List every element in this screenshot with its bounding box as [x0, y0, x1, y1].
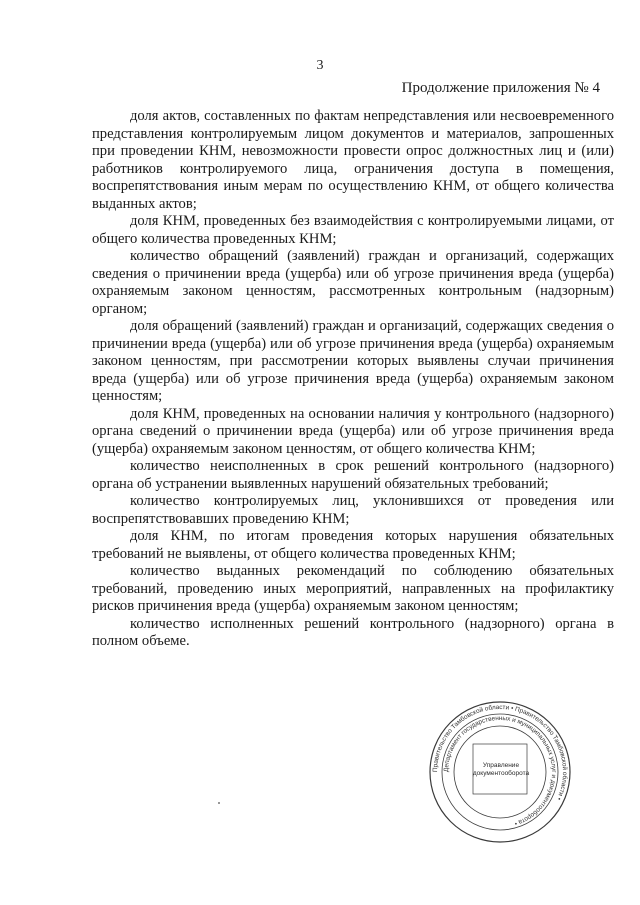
stamp-inner-line: Управление: [482, 762, 520, 769]
paragraph: количество неисполненных в срок решений контрольного (надзорного) органа об устранении выявленных нарушений обязательных требований;: [92, 458, 614, 492]
paragraph: доля КНМ, по итогам проведения которых нарушения обязательных требований не выявлены, от общего количества проведенных КНМ;: [92, 528, 614, 562]
paragraph: количество контролируемых лиц, уклонившихся от проведения или воспрепятствовавших проведению КНМ;: [92, 493, 614, 527]
stamp-middle-ring-text: Департамент государственных и муниципальных услуг и документооборота •: [442, 714, 558, 827]
page-number: 3: [316, 58, 324, 73]
paragraph: количество исполненных решений контрольного (надзорного) органа в полном объеме.: [92, 615, 614, 649]
appendix-label: Продолжение приложения № 4: [401, 80, 600, 96]
paragraph: доля обращений (заявлений) граждан и организаций, содержащих сведения о причинении вреда (ущерба) или об угрозе причинения вреда (ущерба) охраняемым законом ценностям, при рассмотрении которых выявлены случаи причинения вреда (ущерба) или об угрозе причинения вреда (ущерба) охраняемым законом ценностям;: [92, 318, 614, 404]
official-stamp: [428, 700, 572, 844]
paragraph: количество выданных рекомендаций по соблюдению обязательных требований, проведению иных мероприятий, направленных на профилактику рисков причинения вреда (ущерба) охраняемым законом ценностям;: [92, 563, 614, 614]
scan-speck: [218, 802, 220, 804]
paragraph: доля КНМ, проведенных без взаимодействия с контролируемыми лицами, от общего количества проведенных КНМ;: [92, 213, 614, 247]
stamp-inner-line: документооборота: [472, 770, 530, 777]
document-body: [92, 108, 614, 651]
paragraph: доля актов, составленных по фактам непредставления или несвоевременного представления контролируемым лицом документов и материалов, запрошенных при проведении КНМ, невозможности провести опрос должностных лиц и (или) работников контролируемого лица, ограничения доступа в помещения, воспрепятствования иным мерам по осуществлению КНМ, от общего количества выданных актов;: [92, 108, 614, 212]
paragraph: количество обращений (заявлений) граждан и организаций, содержащих сведения о причинении вреда (ущерба) или об угрозе причинения вреда (ущерба) охраняемым законом ценностям, рассмотренных контрольным (надзорным) органом;: [92, 248, 614, 317]
stamp-center: [473, 742, 529, 798]
stamp-outer-ring-text: Правительство Тамбовской области • Правительство Тамбовской области •: [431, 703, 569, 802]
paragraph: доля КНМ, проведенных на основании наличия у контрольного (надзорного) органа сведений о причинении вреда (ущерба) или об угрозе причинения вреда (ущерба) охраняемым законом ценностям, от общего количества КНМ;: [92, 405, 614, 457]
